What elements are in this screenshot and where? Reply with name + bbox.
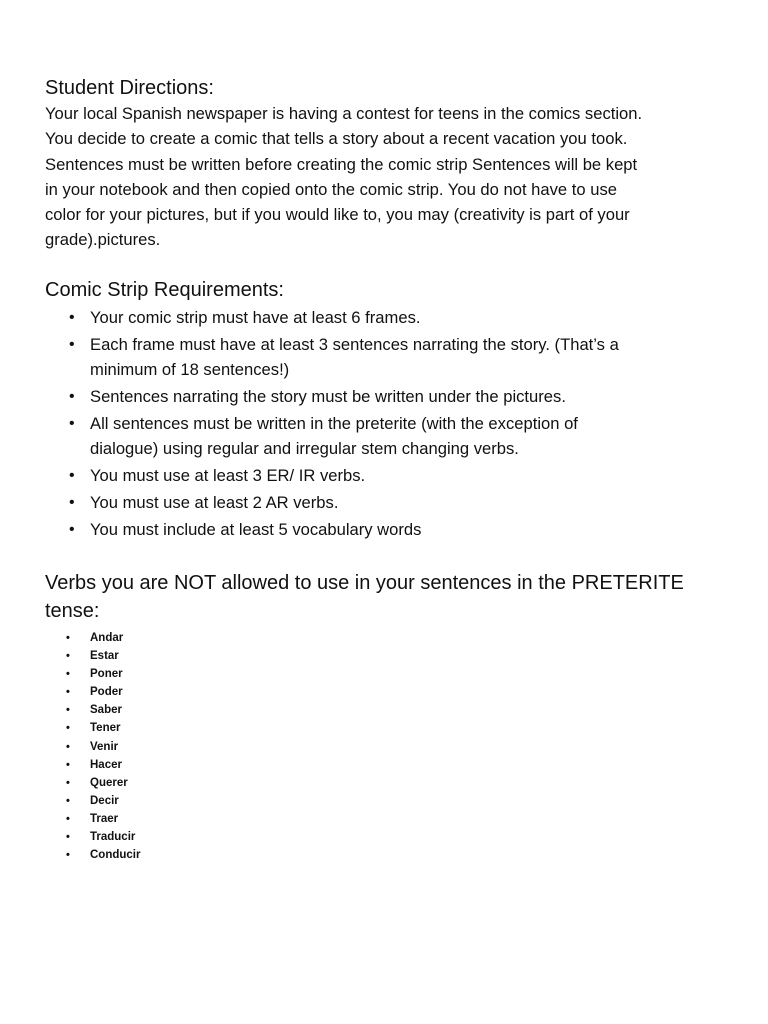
directions-paragraph: [45, 101, 728, 253]
bullet-icon: •: [69, 466, 75, 484]
bullet-icon: •: [69, 387, 75, 405]
bullet-icon: •: [66, 831, 70, 844]
verb-text: Venir: [90, 740, 119, 753]
requirement-item: [45, 463, 728, 488]
requirement-text: You must include at least 5 vocabulary words: [90, 519, 422, 539]
verb-text: Traducir: [90, 831, 136, 844]
verb-item: [45, 828, 728, 846]
directions-line: You decide to create a comic that tells a story about a recent vacation you took.: [45, 129, 628, 149]
requirement-item: [45, 384, 728, 409]
verb-text: Traer: [90, 812, 119, 825]
verb-item: [45, 701, 728, 719]
requirements-heading: Comic Strip Requirements:: [45, 278, 284, 301]
requirements-list: [45, 305, 728, 542]
verb-text: Decir: [90, 794, 119, 807]
verb-text: Poner: [90, 668, 123, 681]
bullet-icon: •: [69, 520, 75, 538]
bullet-icon: •: [69, 493, 75, 511]
bullet-icon: •: [66, 740, 70, 753]
bullet-icon: •: [66, 668, 70, 681]
verb-item: [45, 665, 728, 683]
verb-text: Saber: [90, 704, 122, 717]
bullet-icon: •: [66, 849, 70, 862]
requirement-text: You must use at least 2 AR verbs.: [90, 492, 339, 512]
verb-text: Querer: [90, 776, 128, 789]
bullet-icon: •: [66, 650, 70, 663]
forbidden-verbs-list: [45, 629, 728, 864]
verb-item: [45, 683, 728, 701]
verb-item: [45, 810, 728, 828]
requirement-item: [45, 332, 728, 383]
directions-line: Sentences must be written before creating the comic strip Sentences will be kept: [45, 154, 638, 174]
requirement-item: [45, 305, 728, 330]
verb-text: Poder: [90, 686, 123, 699]
verb-text: Andar: [90, 632, 124, 645]
bullet-icon: •: [66, 686, 70, 699]
requirement-text: Each frame must have at least 3 sentences narrating the story. (That’s a: [90, 334, 619, 354]
directions-line: in your notebook and then copied onto the comic strip. You do not have to use: [45, 179, 617, 199]
requirement-text: Your comic strip must have at least 6 frames.: [90, 307, 421, 327]
requirement-text-continued: dialogue) using regular and irregular stem changing verbs.: [90, 439, 519, 459]
verb-item: [45, 647, 728, 665]
verb-item: [45, 774, 728, 792]
requirement-text: Sentences narrating the story must be written under the pictures.: [90, 386, 566, 406]
requirement-item: [45, 490, 728, 515]
verb-item: [45, 738, 728, 756]
requirement-text: You must use at least 3 ER/ IR verbs.: [90, 465, 366, 485]
verb-text: Tener: [90, 722, 121, 735]
bullet-icon: •: [66, 794, 70, 807]
verb-text: Estar: [90, 650, 119, 663]
bullet-icon: •: [69, 335, 75, 353]
requirement-item: [45, 411, 728, 462]
requirement-text: All sentences must be written in the preterite (with the exception of: [90, 413, 578, 433]
bullet-icon: •: [66, 632, 70, 645]
directions-line: Your local Spanish newspaper is having a contest for teens in the comics section.: [45, 104, 643, 123]
requirement-text-continued: minimum of 18 sentences!): [90, 359, 290, 379]
bullet-icon: •: [66, 722, 70, 735]
verb-item: [45, 629, 728, 647]
requirement-item: [45, 517, 728, 542]
bullet-icon: •: [66, 776, 70, 789]
bullet-icon: •: [66, 812, 70, 825]
verb-item: [45, 719, 728, 737]
directions-heading: Student Directions:: [45, 77, 214, 99]
forbidden-verbs-heading: Verbs you are NOT allowed to use in your sentences in the PRETERITE tense:: [45, 572, 684, 623]
verb-text: Conducir: [90, 849, 141, 862]
verb-item: [45, 792, 728, 810]
bullet-icon: •: [66, 758, 70, 771]
verb-item: [45, 756, 728, 774]
bullet-icon: •: [69, 308, 75, 326]
bullet-icon: •: [66, 704, 70, 717]
directions-line: grade).pictures.: [45, 230, 161, 250]
directions-line: color for your pictures, but if you would like to, you may (creativity is part of your: [45, 205, 630, 225]
verb-text: Hacer: [90, 758, 122, 771]
bullet-icon: •: [69, 414, 75, 432]
verb-item: [45, 846, 728, 864]
